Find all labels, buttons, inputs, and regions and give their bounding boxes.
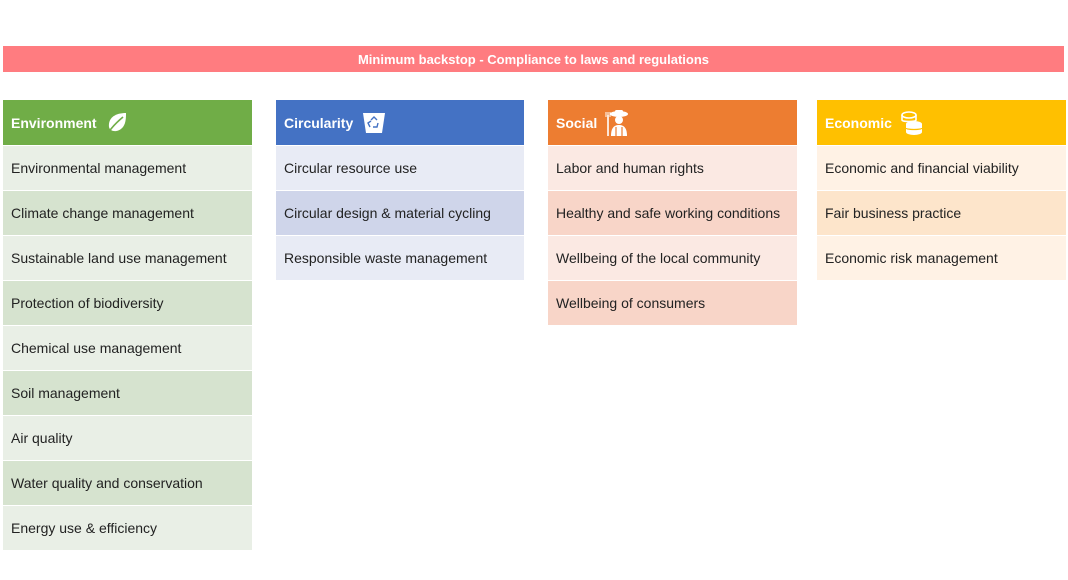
farmer-icon bbox=[605, 109, 631, 137]
list-item: Fair business practice bbox=[817, 191, 1066, 235]
list-item: Sustainable land use management bbox=[3, 236, 252, 280]
economic-header bbox=[817, 100, 1066, 145]
economic-title: Economic bbox=[825, 114, 892, 131]
compliance-banner bbox=[3, 46, 1064, 72]
recycle-bin-icon bbox=[361, 111, 387, 135]
coins-icon bbox=[900, 110, 924, 136]
environment-column bbox=[3, 100, 252, 550]
social-header bbox=[548, 100, 797, 145]
social-column bbox=[548, 100, 797, 325]
list-item: Circular resource use bbox=[276, 146, 524, 190]
list-item: Air quality bbox=[3, 416, 252, 460]
list-item: Chemical use management bbox=[3, 326, 252, 370]
list-item: Labor and human rights bbox=[548, 146, 797, 190]
list-item: Economic and financial viability bbox=[817, 146, 1066, 190]
environment-header bbox=[3, 100, 252, 145]
list-item: Energy use & efficiency bbox=[3, 506, 252, 550]
leaf-icon bbox=[105, 111, 129, 135]
environment-title: Environment bbox=[11, 114, 97, 131]
list-item: Wellbeing of consumers bbox=[548, 281, 797, 325]
economic-column bbox=[817, 100, 1066, 280]
list-item: Healthy and safe working conditions bbox=[548, 191, 797, 235]
circularity-column bbox=[276, 100, 524, 280]
list-item: Responsible waste management bbox=[276, 236, 524, 280]
banner-text: Minimum backstop - Compliance to laws and regulations bbox=[357, 51, 710, 67]
social-title: Social bbox=[556, 114, 598, 131]
list-item: Protection of biodiversity bbox=[3, 281, 252, 325]
list-item: Circular design & material cycling bbox=[276, 191, 524, 235]
list-item: Wellbeing of the local community bbox=[548, 236, 797, 280]
circularity-header bbox=[276, 100, 524, 145]
circularity-title: Circularity bbox=[284, 114, 354, 131]
list-item: Environmental management bbox=[3, 146, 252, 190]
list-item: Soil management bbox=[3, 371, 252, 415]
list-item: Climate change management bbox=[3, 191, 252, 235]
list-item: Economic risk management bbox=[817, 236, 1066, 280]
list-item: Water quality and conservation bbox=[3, 461, 252, 505]
